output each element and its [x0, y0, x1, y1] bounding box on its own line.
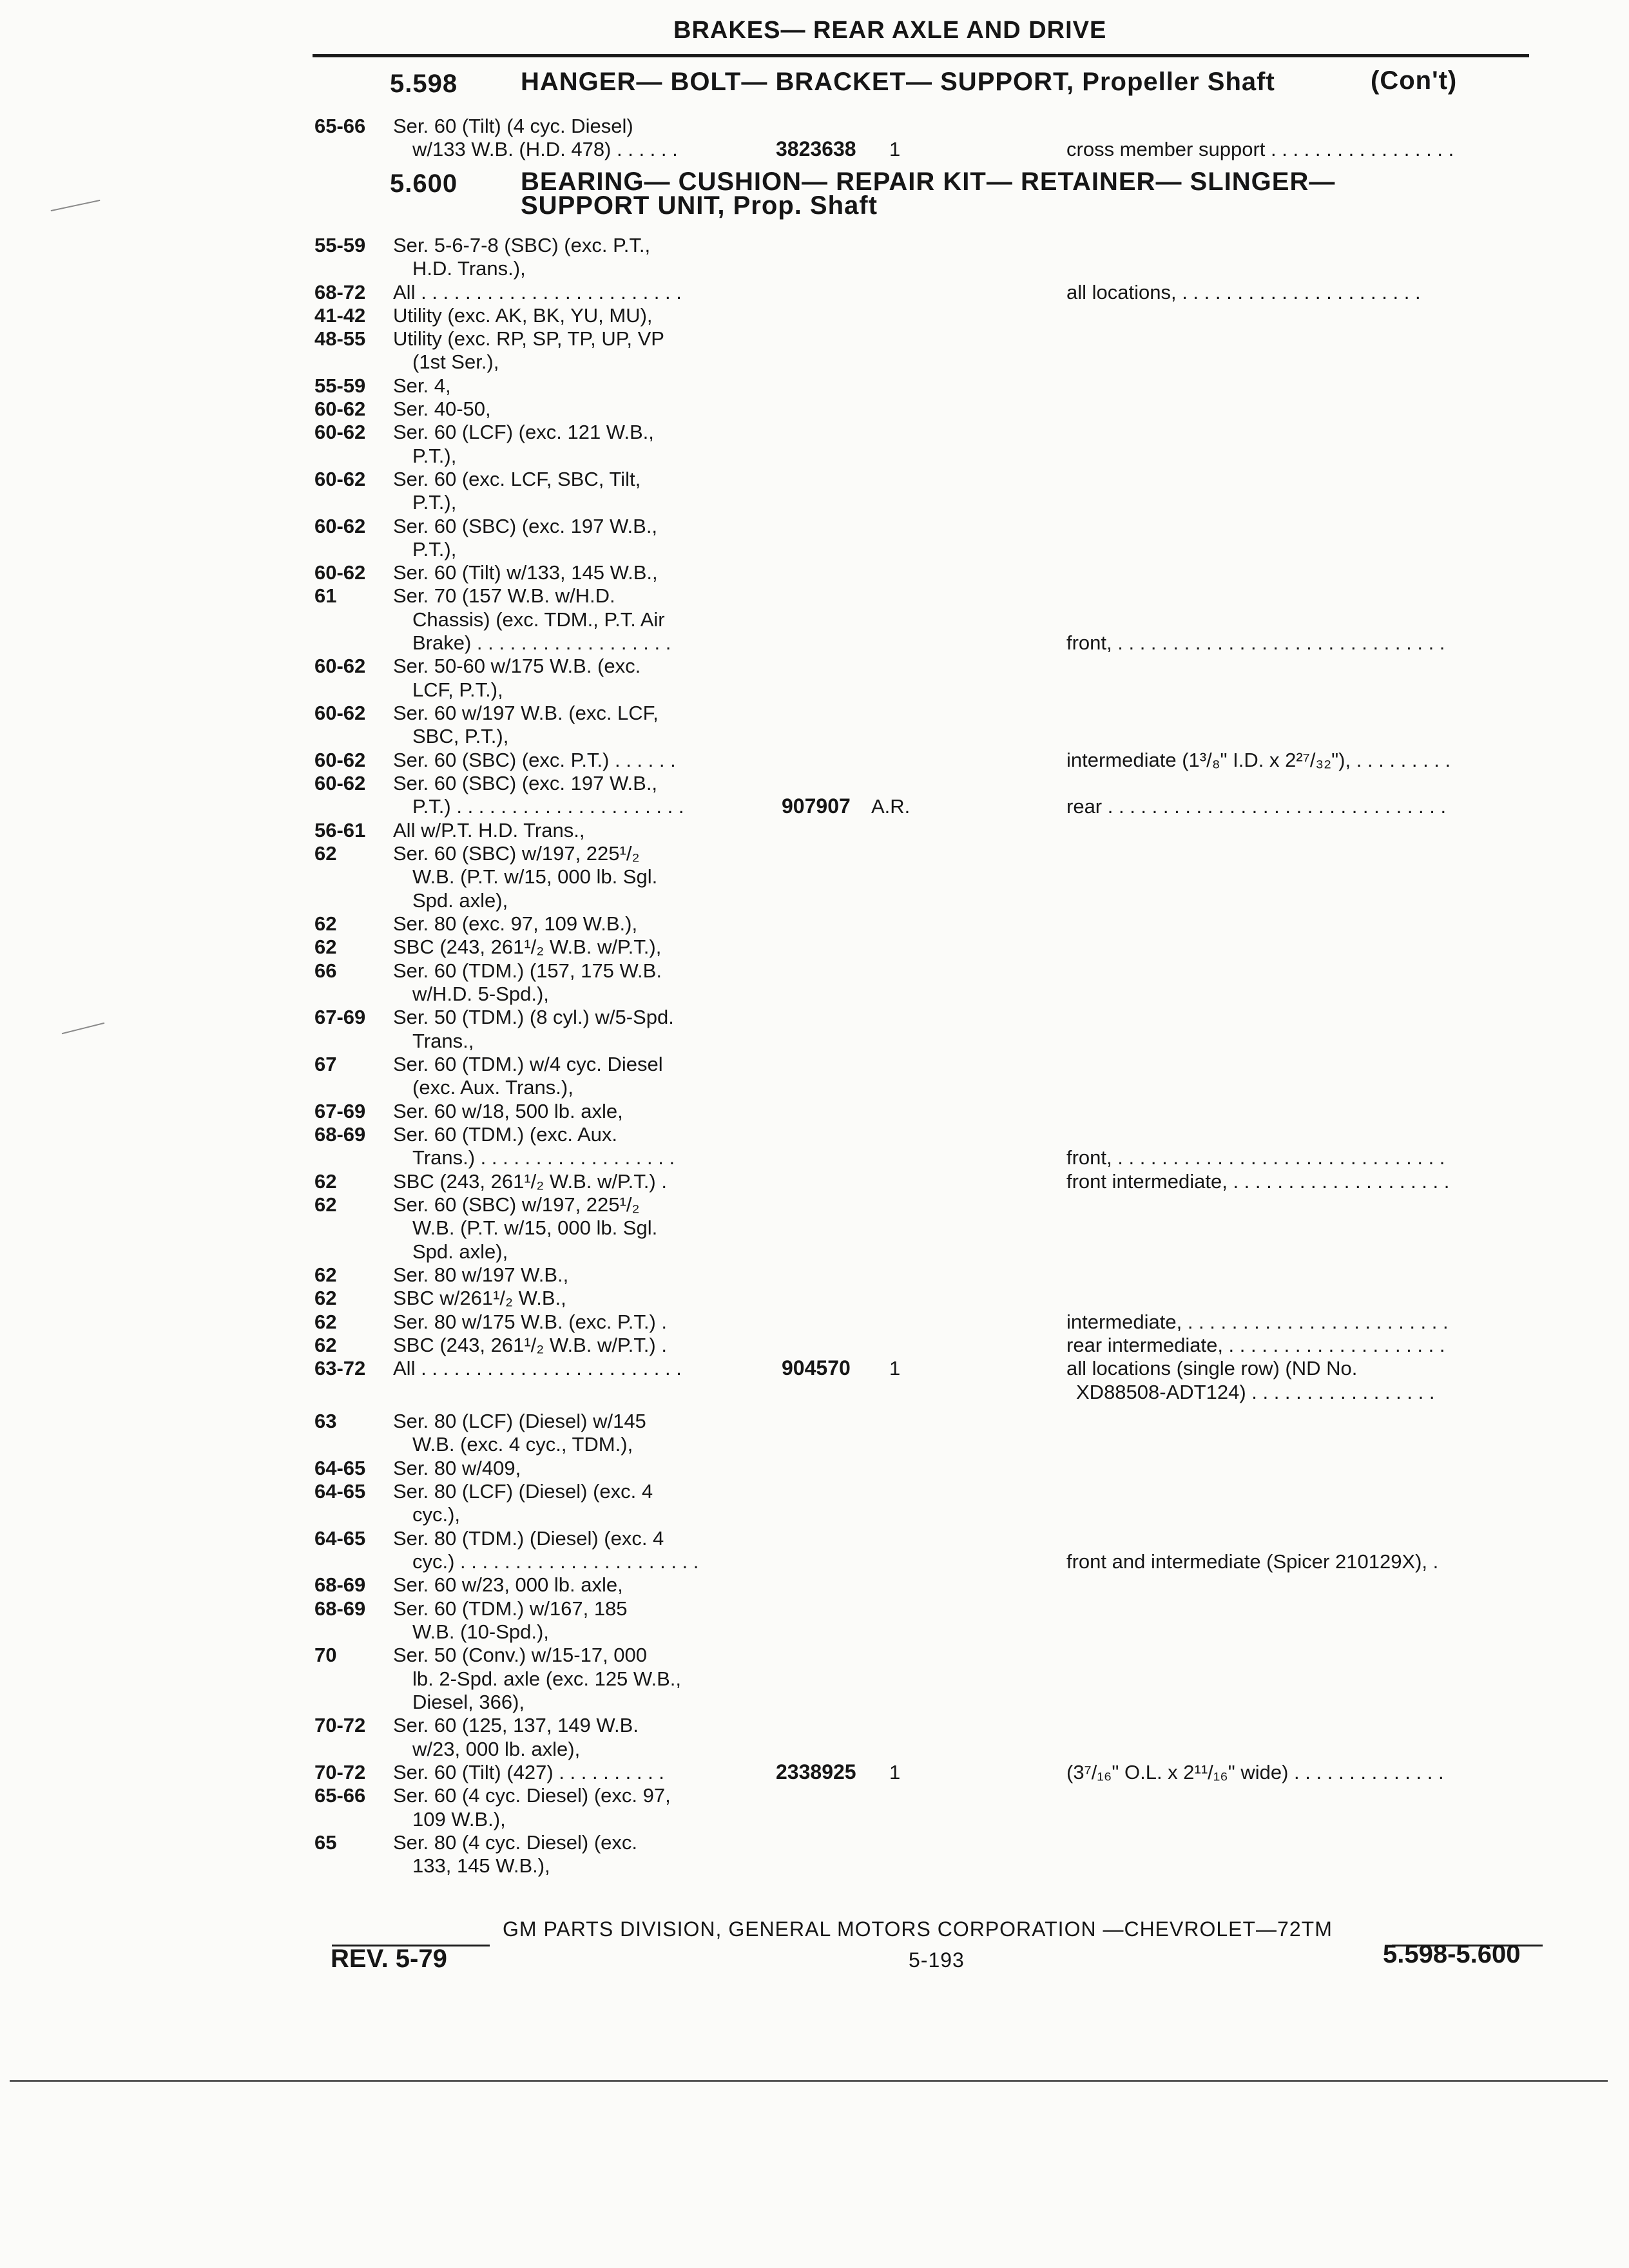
page-header: BRAKES— REAR AXLE AND DRIVE [673, 17, 1107, 44]
application-description: lb. 2-Spd. axle (exc. 125 W.B., [412, 1667, 681, 1690]
application-description: P.T.), [412, 538, 457, 561]
application-description: Spd. axle), [412, 889, 508, 912]
model-years: 63 [314, 1410, 337, 1432]
model-years: 68-69 [314, 1573, 366, 1596]
model-years: 60-62 [314, 421, 366, 443]
application-description: cyc.) . . . . . . . . . . . . . . . . . . . . . . [412, 1550, 699, 1573]
application-description: Ser. 80 (LCF) (Diesel) (exc. 4 [393, 1480, 653, 1503]
model-years: 65 [314, 1831, 337, 1854]
application-description: Ser. 80 w/197 W.B., [393, 1264, 569, 1286]
application-description: SBC, P.T.), [412, 725, 509, 747]
application-description: Ser. 60 w/197 W.B. (exc. LCF, [393, 702, 659, 724]
revision-label: REV. 5-79 [331, 1945, 447, 1973]
application-description: w/133 W.B. (H.D. 478) . . . . . . [412, 138, 678, 160]
application-description: (exc. Aux. Trans.), [412, 1076, 574, 1099]
model-years: 60-62 [314, 702, 366, 724]
section-title: HANGER— BOLT— BRACKET— SUPPORT, Propeller Shaft [521, 68, 1275, 96]
model-years: 67-69 [314, 1100, 366, 1122]
part-number: 904570 [782, 1356, 851, 1379]
application-description: Ser. 80 (exc. 97, 109 W.B.), [393, 912, 638, 935]
application-description: Diesel, 366), [412, 1691, 525, 1713]
location-note: front, . . . . . . . . . . . . . . . . . . . . . . . . . . . . . . [1066, 1146, 1445, 1169]
application-description: Utility (exc. RP, SP, TP, UP, VP [393, 327, 664, 350]
location-note: XD88508-ADT124) . . . . . . . . . . . . . . . . . [1076, 1381, 1435, 1403]
section-number: 5.600 [390, 169, 458, 198]
location-note: rear intermediate, . . . . . . . . . . . . . . . . . . . . [1066, 1334, 1445, 1356]
model-years: 60-62 [314, 655, 366, 677]
model-years: 56-61 [314, 819, 366, 841]
part-number: 2338925 [776, 1760, 856, 1783]
model-years: 62 [314, 842, 337, 865]
model-years: 55-59 [314, 234, 366, 256]
application-description: Ser. 50 (Conv.) w/15-17, 000 [393, 1644, 648, 1666]
application-description: Ser. 70 (157 W.B. w/H.D. [393, 584, 615, 607]
application-description: Ser. 60 (TDM.) w/4 cyc. Diesel [393, 1053, 663, 1075]
section-continued: (Con't) [1371, 66, 1458, 95]
application-description: SBC (243, 261¹/₂ W.B. w/P.T.) . [393, 1334, 667, 1356]
quantity: 1 [889, 1357, 901, 1379]
model-years: 62 [314, 1311, 337, 1333]
application-description: Ser. 60 (TDM.) (exc. Aux. [393, 1123, 617, 1146]
model-years: 68-72 [314, 281, 366, 303]
section-title-continued: SUPPORT UNIT, Prop. Shaft [521, 191, 878, 220]
application-description: Ser. 80 w/175 W.B. (exc. P.T.) . [393, 1311, 667, 1333]
scan-margin-mark [51, 200, 101, 211]
application-description: Ser. 40-50, [393, 398, 491, 420]
application-description: Ser. 60 (SBC) w/197, 225¹/₂ [393, 842, 640, 865]
application-description: Ser. 60 (LCF) (exc. 121 W.B., [393, 421, 654, 443]
model-years: 62 [314, 1287, 337, 1309]
model-years: 63-72 [314, 1357, 366, 1379]
application-description: Ser. 60 (SBC) (exc. P.T.) . . . . . . [393, 749, 676, 771]
header-rule [313, 54, 1529, 57]
model-years: 70-72 [314, 1761, 366, 1783]
application-description: w/23, 000 lb. axle), [412, 1738, 581, 1760]
application-description: W.B. (exc. 4 cyc., TDM.), [412, 1433, 633, 1456]
location-note: (3⁷/₁₆" O.L. x 2¹¹/₁₆" wide) . . . . . . . . . . . . . . [1066, 1761, 1444, 1783]
application-description: SBC (243, 261¹/₂ W.B. w/P.T.) . [393, 1170, 667, 1193]
part-number: 3823638 [776, 137, 856, 160]
application-description: 109 W.B.), [412, 1808, 506, 1831]
quantity: 1 [889, 1761, 901, 1783]
model-years: 55-59 [314, 374, 366, 397]
location-note: all locations (single row) (ND No. [1066, 1357, 1358, 1379]
application-description: P.T.), [412, 445, 457, 467]
location-note: front and intermediate (Spicer 210129X), . [1066, 1550, 1439, 1573]
model-years: 65-66 [314, 115, 366, 137]
model-years: 67-69 [314, 1006, 366, 1028]
application-description: All w/P.T. H.D. Trans., [393, 819, 585, 841]
location-note: intermediate (1³/₈" I.D. x 2²⁷/₃₂"), . . . . . . . . . [1066, 749, 1451, 771]
model-years: 62 [314, 1170, 337, 1193]
application-description: Ser. 80 (LCF) (Diesel) w/145 [393, 1410, 646, 1432]
model-years: 60-62 [314, 772, 366, 794]
model-years: 64-65 [314, 1457, 366, 1479]
application-description: Spd. axle), [412, 1240, 508, 1263]
location-note: front intermediate, . . . . . . . . . . . . . . . . . . . . [1066, 1170, 1450, 1193]
application-description: Ser. 80 w/409, [393, 1457, 521, 1479]
application-description: Ser. 60 (Tilt) (4 cyc. Diesel) [393, 115, 633, 137]
application-description: W.B. (10-Spd.), [412, 1620, 549, 1643]
model-years: 70-72 [314, 1714, 366, 1736]
application-description: H.D. Trans.), [412, 257, 526, 280]
application-description: Utility (exc. AK, BK, YU, MU), [393, 304, 653, 327]
application-description: Ser. 80 (4 cyc. Diesel) (exc. [393, 1831, 638, 1854]
quantity: A.R. [871, 795, 911, 818]
application-description: All . . . . . . . . . . . . . . . . . . . . . . . . [393, 281, 682, 303]
model-years: 62 [314, 1264, 337, 1286]
application-description: Ser. 60 (125, 137, 149 W.B. [393, 1714, 639, 1736]
model-years: 60-62 [314, 561, 366, 584]
application-description: Ser. 60 w/23, 000 lb. axle, [393, 1573, 623, 1596]
model-years: 62 [314, 1334, 337, 1356]
application-description: Ser. 60 w/18, 500 lb. axle, [393, 1100, 623, 1122]
application-description: w/H.D. 5-Spd.), [412, 983, 549, 1005]
application-description: W.B. (P.T. w/15, 000 lb. Sgl. [412, 865, 658, 888]
application-description: cyc.), [412, 1503, 461, 1526]
section-title: BEARING— CUSHION— REPAIR KIT— RETAINER— SLINGER— [521, 168, 1336, 196]
model-years: 62 [314, 912, 337, 935]
page-number: 5-193 [909, 1948, 965, 1972]
application-description: Ser. 60 (Tilt) w/133, 145 W.B., [393, 561, 658, 584]
application-description: LCF, P.T.), [412, 678, 503, 701]
application-description: Ser. 60 (SBC) w/197, 225¹/₂ [393, 1193, 640, 1216]
application-description: Trans.) . . . . . . . . . . . . . . . . . . [412, 1146, 675, 1169]
model-years: 60-62 [314, 398, 366, 420]
application-description: All . . . . . . . . . . . . . . . . . . . . . . . . [393, 1357, 682, 1379]
application-description: Ser. 60 (exc. LCF, SBC, Tilt, [393, 468, 641, 490]
application-description: Ser. 60 (TDM.) w/167, 185 [393, 1597, 628, 1620]
location-note: rear . . . . . . . . . . . . . . . . . . . . . . . . . . . . . . . [1066, 795, 1447, 818]
model-years: 68-69 [314, 1597, 366, 1620]
model-years: 60-62 [314, 749, 366, 771]
application-description: Ser. 80 (TDM.) (Diesel) (exc. 4 [393, 1527, 664, 1550]
part-number: 907907 [782, 794, 851, 818]
application-description: 133, 145 W.B.), [412, 1854, 550, 1877]
application-description: (1st Ser.), [412, 351, 499, 373]
application-description: SBC (243, 261¹/₂ W.B. w/P.T.), [393, 936, 662, 958]
model-years: 62 [314, 1193, 337, 1216]
application-description: P.T.), [412, 491, 457, 514]
application-description: Ser. 60 (SBC) (exc. 197 W.B., [393, 515, 658, 537]
application-description: Ser. 50 (TDM.) (8 cyl.) w/5-Spd. [393, 1006, 674, 1028]
application-description: Brake) . . . . . . . . . . . . . . . . . . [412, 631, 671, 654]
footer-division: GM PARTS DIVISION, GENERAL MOTORS CORPORATION —CHEVROLET—72TM [503, 1917, 1333, 1941]
application-description: Ser. 60 (TDM.) (157, 175 W.B. [393, 959, 662, 982]
model-years: 60-62 [314, 468, 366, 490]
application-description: Trans., [412, 1030, 474, 1052]
application-description: Ser. 4, [393, 374, 451, 397]
application-description: Ser. 50-60 w/175 W.B. (exc. [393, 655, 641, 677]
model-years: 70 [314, 1644, 337, 1666]
application-description: Ser. 60 (4 cyc. Diesel) (exc. 97, [393, 1784, 671, 1807]
model-years: 41-42 [314, 304, 366, 327]
location-note: front, . . . . . . . . . . . . . . . . . . . . . . . . . . . . . . [1066, 631, 1445, 654]
application-description: Ser. 60 (SBC) (exc. 197 W.B., [393, 772, 658, 794]
model-years: 60-62 [314, 515, 366, 537]
model-years: 68-69 [314, 1123, 366, 1146]
application-description: Chassis) (exc. TDM., P.T. Air [412, 608, 665, 631]
location-note: cross member support . . . . . . . . . . . . . . . . . [1066, 138, 1454, 160]
scan-edge-line [10, 2080, 1608, 2082]
application-description: W.B. (P.T. w/15, 000 lb. Sgl. [412, 1216, 658, 1239]
application-description: SBC w/261¹/₂ W.B., [393, 1287, 566, 1309]
application-description: Ser. 60 (Tilt) (427) . . . . . . . . . . [393, 1761, 664, 1783]
location-note: all locations, . . . . . . . . . . . . . . . . . . . . . . [1066, 281, 1421, 303]
model-years: 67 [314, 1053, 337, 1075]
model-years: 64-65 [314, 1480, 366, 1503]
quantity: 1 [889, 138, 901, 160]
scan-margin-mark [62, 1023, 104, 1034]
location-note: intermediate, . . . . . . . . . . . . . . . . . . . . . . . . [1066, 1311, 1449, 1333]
model-years: 48-55 [314, 327, 366, 350]
application-description: Ser. 5-6-7-8 (SBC) (exc. P.T., [393, 234, 651, 256]
section-range: 5.598-5.600 [1383, 1940, 1521, 1968]
model-years: 65-66 [314, 1784, 366, 1807]
model-years: 66 [314, 959, 337, 982]
application-description: P.T.) . . . . . . . . . . . . . . . . . . . . . [412, 795, 684, 818]
model-years: 61 [314, 584, 337, 607]
model-years: 64-65 [314, 1527, 366, 1550]
model-years: 62 [314, 936, 337, 958]
section-number: 5.598 [390, 70, 458, 98]
